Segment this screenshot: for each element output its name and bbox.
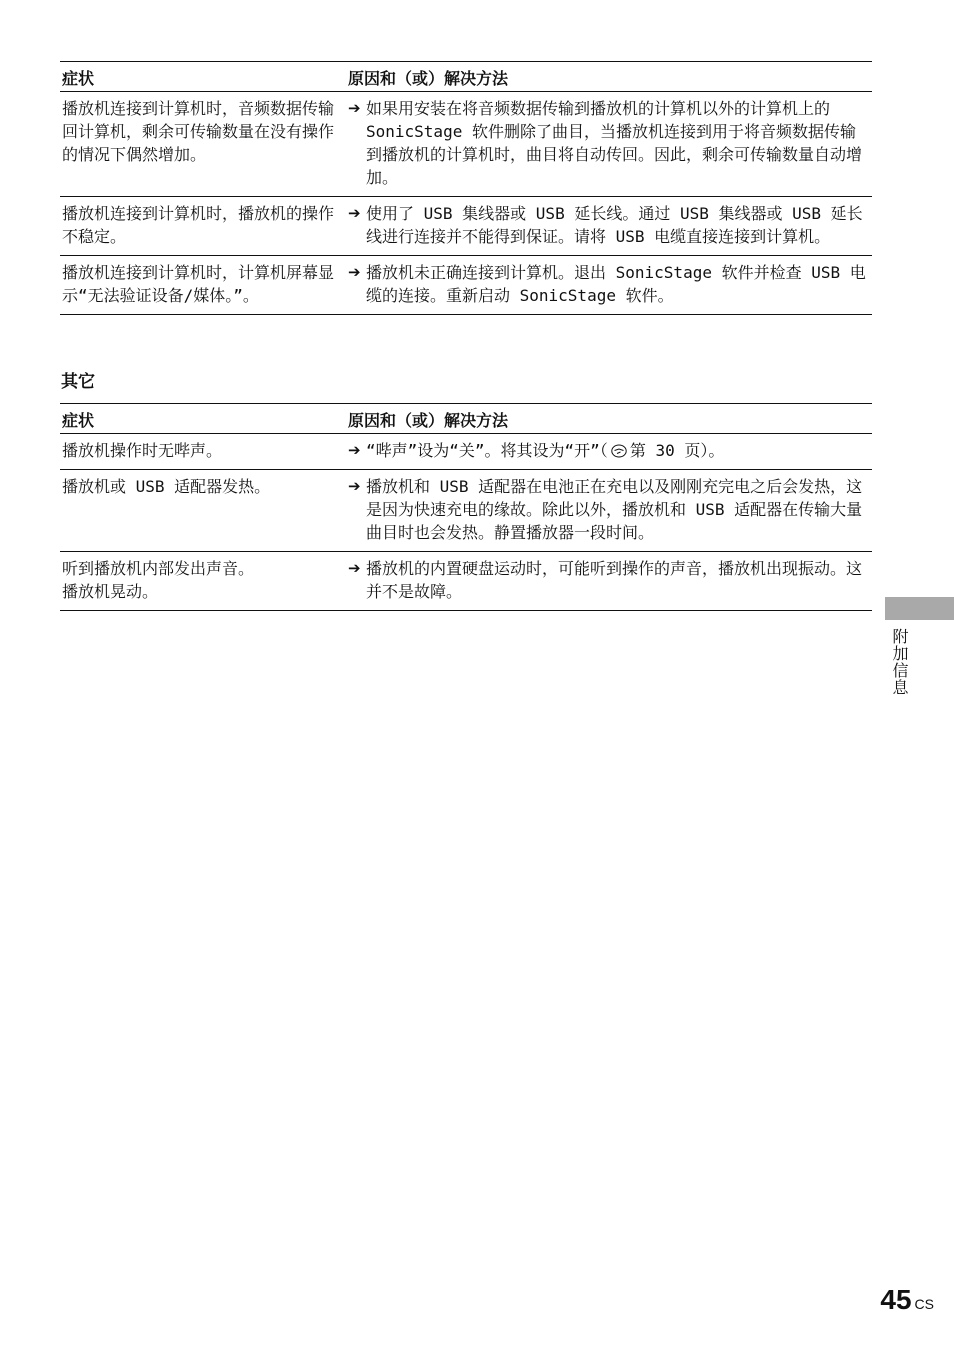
symptom-cell: 播放机操作时无哔声。 <box>60 434 346 470</box>
table-row <box>60 552 872 611</box>
cause-text: 使用了 USB 集线器或 USB 延长线。通过 USB 集线器或 USB 延长线进行连接并不能得到保证。请将 USB 电缆直接连接到计算机。 <box>366 204 863 246</box>
side-index-label: 附加信息 <box>890 628 909 696</box>
symptom-cell <box>60 552 346 611</box>
cause-text: 播放机的内置硬盘运动时，可能听到操作的声音，播放机出现振动。这并不是故障。 <box>366 559 863 601</box>
arrow-right-icon: ➔ <box>348 477 361 495</box>
page-reference-icon <box>611 444 627 458</box>
column-header-cause: 原因和（或）解决方法 <box>346 62 872 92</box>
table-row <box>60 434 872 470</box>
cause-text: “哔声”设为“关”。将其设为“开”（ <box>366 441 608 460</box>
table-header-row <box>60 404 872 434</box>
symptom-line: 播放机晃动。 <box>62 582 159 601</box>
symptom-cell: 播放机连接到计算机时，音频数据传输回计算机，剩余可传输数量在没有操作的情况下偶然增加。 <box>60 92 346 197</box>
cause-cell <box>346 197 872 256</box>
language-code: CS <box>914 1296 934 1312</box>
cause-cell <box>346 256 872 315</box>
column-header-symptom: 症状 <box>60 62 346 92</box>
table-header-row <box>60 62 872 92</box>
page-number-value: 45 <box>880 1284 912 1315</box>
arrow-right-icon: ➔ <box>348 204 361 222</box>
symptom-cell: 播放机或 USB 适配器发热。 <box>60 470 346 552</box>
cause-cell <box>346 552 872 611</box>
cause-ref-text: 第 30 页）。 <box>629 441 725 460</box>
troubleshooting-table-2 <box>60 403 872 611</box>
cause-cell <box>346 434 872 470</box>
arrow-right-icon: ➔ <box>348 99 361 117</box>
cause-text: 播放机和 USB 适配器在电池正在充电以及刚刚充完电之后会发热，这是因为快速充电的缘故。除此以外，播放机和 USB 适配器在传输大量曲目时也会发热。静置播放器一段时间。 <box>366 477 863 542</box>
cause-text: 如果用安装在将音频数据传输到播放机的计算机以外的计算机上的 SonicStage 软件删除了曲目，当播放机连接到用于将音频数据传输到播放机的计算机时，曲目将自动传回。因此，剩余可传输数量自动增加。 <box>366 99 863 187</box>
column-header-cause: 原因和（或）解决方法 <box>346 404 872 434</box>
troubleshooting-table-1 <box>60 61 872 315</box>
table-row <box>60 470 872 552</box>
table-row <box>60 197 872 256</box>
section-title-other: 其它 <box>61 372 95 392</box>
symptom-line: 听到播放机内部发出声音。 <box>62 559 255 578</box>
symptom-cell: 播放机连接到计算机时，播放机的操作不稳定。 <box>60 197 346 256</box>
side-index-tab <box>885 597 954 620</box>
cause-cell <box>346 470 872 552</box>
table-row <box>60 256 872 315</box>
cause-cell <box>346 92 872 197</box>
page-number <box>880 1284 934 1316</box>
column-header-symptom: 症状 <box>60 404 346 434</box>
symptom-cell: 播放机连接到计算机时，计算机屏幕显示“无法验证设备/媒体。”。 <box>60 256 346 315</box>
arrow-right-icon: ➔ <box>348 559 361 577</box>
table-row <box>60 92 872 197</box>
cause-text: 播放机未正确连接到计算机。退出 SonicStage 软件并检查 USB 电缆的连接。重新启动 SonicStage 软件。 <box>366 263 866 305</box>
arrow-right-icon: ➔ <box>348 263 361 281</box>
arrow-right-icon: ➔ <box>348 441 361 459</box>
